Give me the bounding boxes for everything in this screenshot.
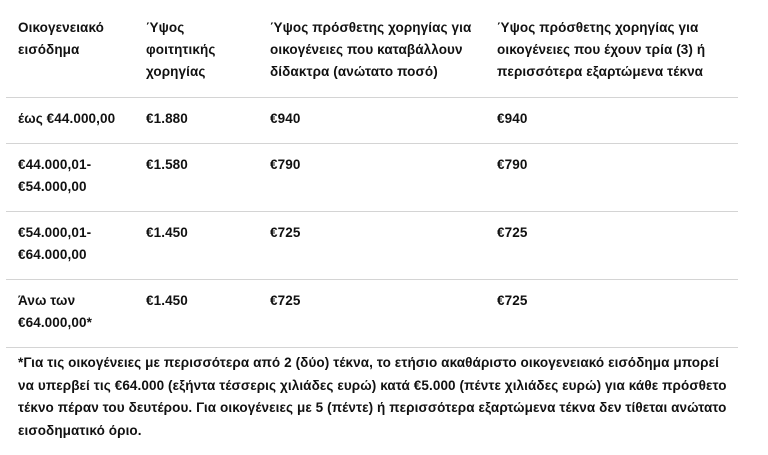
cell-student-grant: €1.450: [134, 212, 258, 280]
cell-income: έως €44.000,00: [6, 98, 134, 144]
cell-tuition-grant: €725: [258, 212, 485, 280]
table-row: [6, 212, 738, 280]
cell-income: Άνω των €64.000,00*: [6, 280, 134, 348]
cell-student-grant: €1.580: [134, 144, 258, 212]
cell-income: €54.000,01- €64.000,00: [6, 212, 134, 280]
cell-large-family-grant: €725: [485, 280, 738, 348]
footnote: *Για τις οικογένειες με περισσότερα από 2 (δύο) τέκνα, το ετήσιο ακαθάριστο οικογενειακό εισόδημα μπορεί να υπερβεί τις €64.000 (εξήντα τέσσερις χιλιάδες ευρώ) κατά €5.000 (πέντε χιλιάδες ευρώ) για κάθε πρόσθετο τέκνο πέραν του δευτέρου. Για οικογένειες με 5 (πέντε) ή περισσότερα εξαρτώμενα τέκνα δεν τίθεται ανώτατο εισοδηματικό όριο.: [18, 355, 727, 438]
grant-table-container: [6, 8, 738, 348]
table-header-row: [6, 8, 738, 98]
header-family-income: Οικογενειακό εισόδημα: [6, 8, 134, 98]
header-tuition-grant: Ύψος πρόσθετης χορηγίας για οικογένειες που καταβάλλουν δίδακτρα (ανώτατο ποσό): [258, 8, 485, 98]
cell-income: €44.000,01- €54.000,00: [6, 144, 134, 212]
cell-large-family-grant: €725: [485, 212, 738, 280]
cell-student-grant: €1.880: [134, 98, 258, 144]
table-row: [6, 280, 738, 348]
cell-tuition-grant: €725: [258, 280, 485, 348]
cell-student-grant: €1.450: [134, 280, 258, 348]
cell-tuition-grant: €790: [258, 144, 485, 212]
table-row: [6, 98, 738, 144]
grant-table: [6, 8, 738, 348]
cell-tuition-grant: €940: [258, 98, 485, 144]
header-student-grant: Ύψος φοιτητικής χορηγίας: [134, 8, 258, 98]
table-row: [6, 144, 738, 212]
cell-large-family-grant: €790: [485, 144, 738, 212]
header-large-family-grant: Ύψος πρόσθετης χορηγίας για οικογένειες που έχουν τρία (3) ή περισσότερα εξαρτώμενα τέκνα: [485, 8, 738, 98]
cell-large-family-grant: €940: [485, 98, 738, 144]
